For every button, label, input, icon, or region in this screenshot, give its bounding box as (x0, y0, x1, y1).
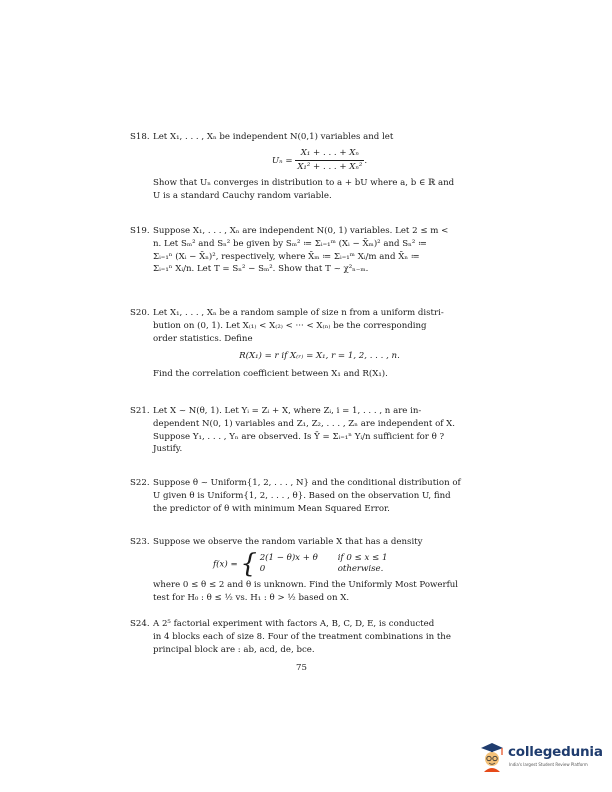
question-text: Suppose we observe the random variable X that has a density (153, 537, 423, 547)
piece-expr: 2(1 − θ)x + θ (259, 552, 318, 563)
collegedunia-logo[interactable] (478, 740, 604, 784)
question-text: A 2⁵ factorial experiment with factors A, B, C, D, E, is conducted (153, 619, 435, 629)
piece-expr: 0 (259, 563, 266, 574)
question-number: S23. (130, 537, 150, 547)
formula-un (153, 147, 486, 174)
piece-cond: otherwise. (337, 563, 384, 574)
question-text: Let X₁, . . . , Xₙ be independent N(0,1) variables and let (153, 132, 394, 142)
fraction-numerator: X₁ + . . . + Xₙ (295, 147, 364, 161)
question-text: U is a standard Cauchy random variable. (153, 191, 332, 202)
question-text: Σᵢ₌₁ⁿ (Xᵢ − X̄ₙ)², respectively, where X̄ₘ ≔ Σᵢ₌₁ᵐ Xᵢ/m and X̄ₙ ≔ (153, 251, 420, 262)
question-number: S24. (130, 619, 150, 629)
fraction-denominator: X₁² + . . . + Xₙ² (297, 161, 363, 172)
question-number: S19. (130, 226, 150, 236)
logo-tagline: India's largest Student Review Platform (509, 762, 588, 767)
question-text: Suppose Y₁, . . . , Yₙ are observed. Is Ȳ = Σᵢ₌₁ⁿ Yᵢ/n sufficient for θ ? (153, 431, 445, 442)
formula-rank: R(X₁) = r if X₍ᵣ₎ = X₁, r = 1, 2, . . . , n. (239, 351, 400, 362)
question-text: where 0 ≤ θ ≤ 2 and θ is unknown. Find the Uniformly Most Powerful (153, 579, 459, 590)
question-text: Justify. (153, 444, 183, 455)
question-text: Let X ~ N(θ, 1). Let Yᵢ = Zᵢ + X, where Zᵢ, i = 1, . . . , n are in- (153, 406, 422, 416)
piecewise-density (213, 548, 486, 579)
logo-mascot-icon (478, 740, 506, 772)
piece-cond: if 0 ≤ x ≤ 1 (337, 552, 388, 563)
page-number: 75 (296, 663, 307, 673)
question-text: Σᵢ₌₁ⁿ Xᵢ/n. Let T = Sₙ² − Sₘ². Show that T ~ χ²ₙ₋ₘ. (153, 264, 369, 275)
question-text: in 4 blocks each of size 8. Four of the treatment combinations in the (153, 631, 451, 642)
question-text: order statistics. Define (153, 333, 253, 344)
question-text: principal block are : ab, acd, de, bce. (153, 644, 315, 655)
formula-tail: . (364, 155, 368, 166)
question-text: Suppose X₁, . . . , Xₙ are independent N(0, 1) variables. Let 2 ≤ m < (153, 226, 449, 236)
brace-icon: { (240, 548, 257, 579)
question-text: dependent N(0, 1) variables and Z₁, Z₂, . . . , Zₙ are independent of X. (153, 418, 456, 429)
question-text: Show that Uₙ converges in distribution to a + bU where a, b ∈ ℝ and (153, 178, 455, 189)
question-number: S21. (130, 406, 150, 416)
question-text: test for H₀ : θ ≤ ½ vs. H₁ : θ > ½ based on X. (153, 592, 350, 603)
logo-wordmark: collegedunia (508, 744, 603, 760)
piece-row-1 (260, 553, 388, 564)
question-text: bution on (0, 1). Let X₍₁₎ < X₍₂₎ < ··· < X₍ₙ₎ be the corresponding (153, 320, 427, 331)
formula-lhs: Uₙ = (271, 155, 293, 166)
question-text: the predictor of θ with minimum Mean Squared Error. (153, 503, 390, 514)
fraction (295, 147, 364, 174)
question-text: U given θ is Uniform{1, 2, . . . , θ}. Based on the observation U, find (153, 490, 451, 501)
question-number: S20. (130, 308, 150, 318)
question-text: Find the correlation coefficient between X₁ and R(X₁). (153, 369, 388, 380)
question-text: Suppose θ ~ Uniform{1, 2, . . . , N} and the conditional distribution of (153, 478, 461, 488)
question-text: n. Let Sₘ² and Sₙ² be given by Sₘ² ≔ Σᵢ₌₁ᵐ (Xᵢ − X̄ₘ)² and Sₙ² ≔ (153, 238, 427, 249)
question-number: S18. (130, 132, 150, 142)
formula-lhs: f(x) = (213, 559, 238, 570)
question-number: S22. (130, 478, 150, 488)
piecewise-rows (260, 553, 388, 575)
question-text: Let X₁, . . . , Xₙ be a random sample of size n from a uniform distri- (153, 308, 444, 318)
piece-row-2 (260, 564, 388, 575)
